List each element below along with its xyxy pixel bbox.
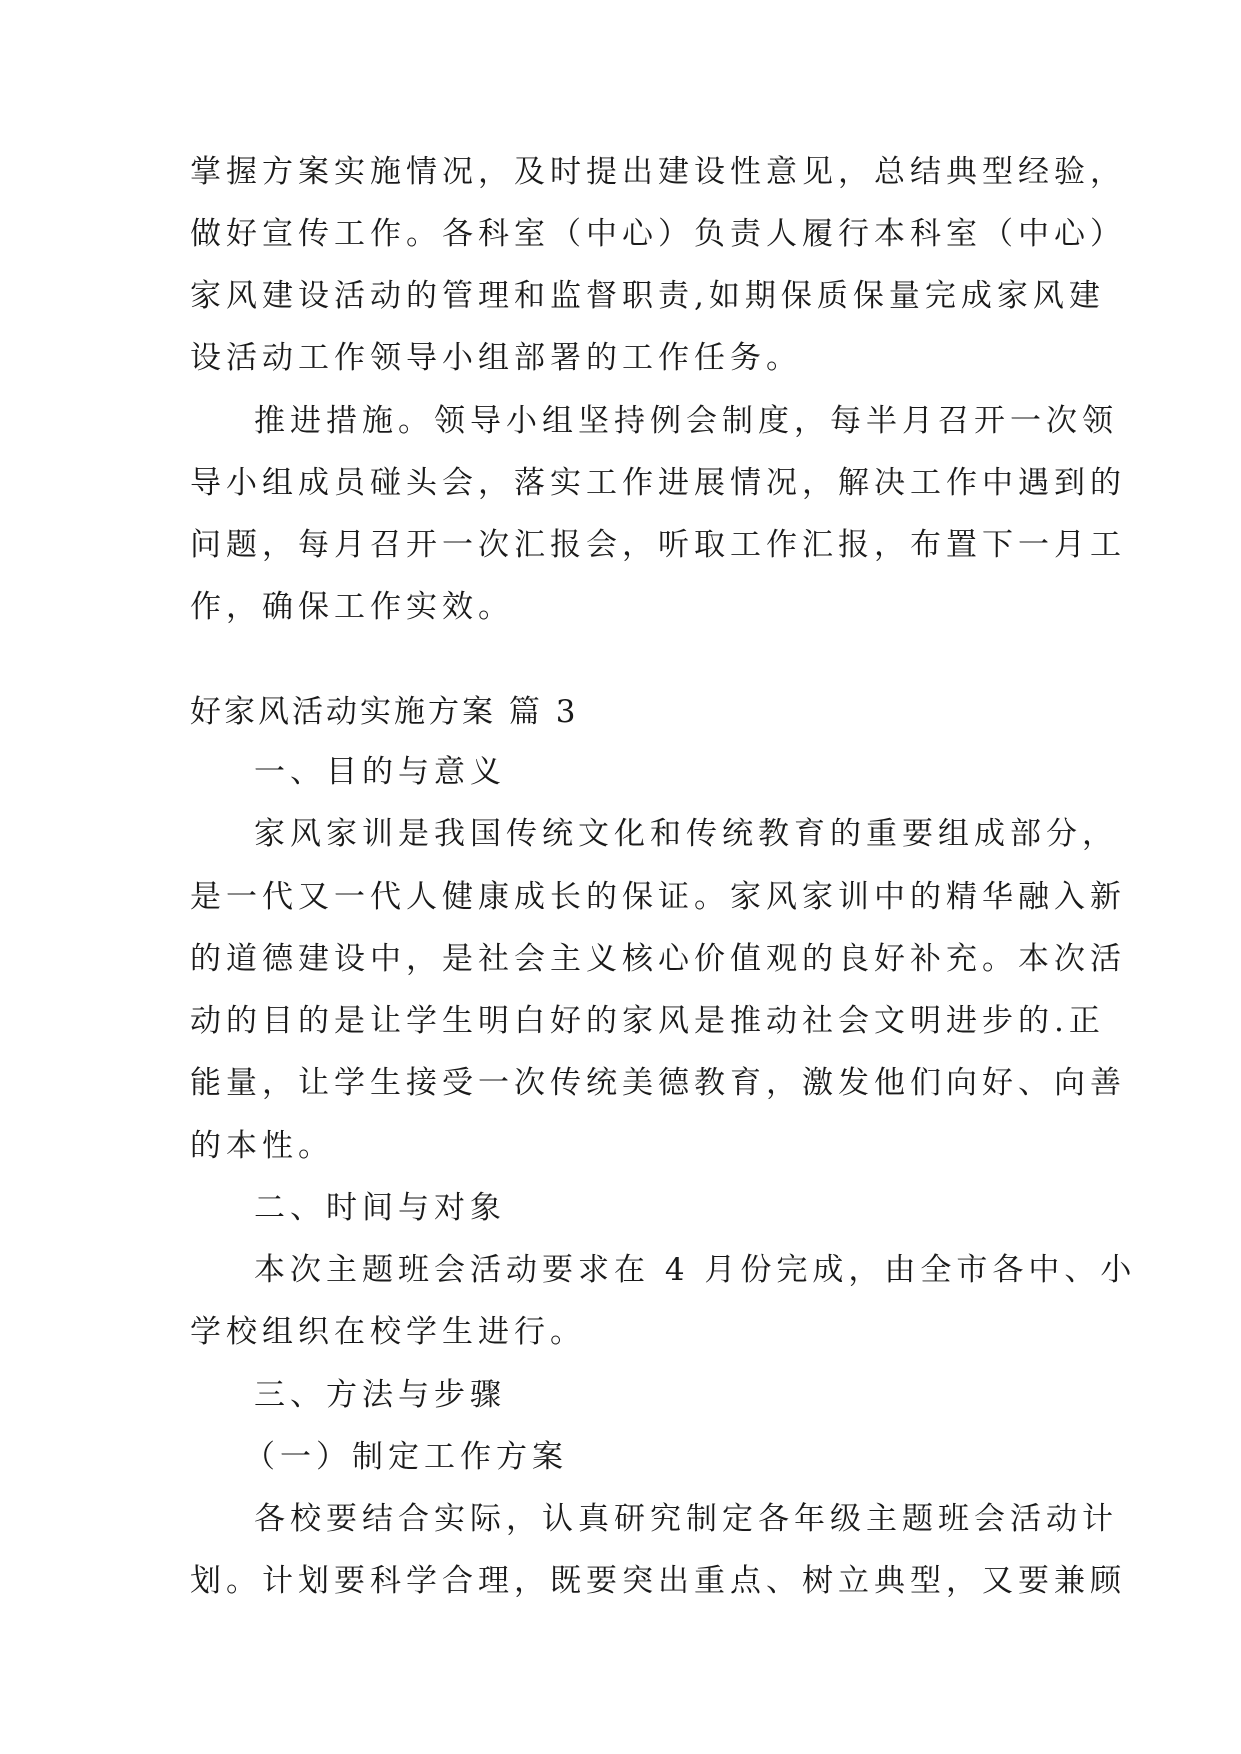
body-line: 划。计划要科学合理，既要突出重点、树立典型，又要兼顾 (190, 1563, 1126, 1599)
body-line: 家风建设活动的管理和监督职责,如期保质保量完成家风建 (190, 278, 1105, 314)
paragraph-first-line: 家风家训是我国传统文化和传统教育的重要组成部分， (254, 816, 1118, 852)
section-heading: 二、时间与对象 (254, 1190, 506, 1226)
body-line: 问题，每月召开一次汇报会，听取工作汇报，布置下一月工 (190, 527, 1126, 563)
section-heading: 三、方法与步骤 (254, 1377, 506, 1413)
body-line: 设活动工作领导小组部署的工作任务。 (190, 340, 802, 376)
body-line: 能量，让学生接受一次传统美德教育，激发他们向好、向善 (190, 1065, 1126, 1101)
section-title: 好家风活动实施方案 篇 3 (190, 694, 579, 730)
body-line: 的本性。 (190, 1128, 334, 1164)
body-line: 做好宣传工作。各科室（中心）负责人履行本科室（中心） (190, 216, 1126, 252)
paragraph-first-line: 各校要结合实际，认真研究制定各年级主题班会活动计 (254, 1501, 1118, 1537)
body-line: 动的目的是让学生明白好的家风是推动社会文明进步的.正 (190, 1003, 1105, 1039)
subsection-heading: （一）制定工作方案 (244, 1439, 568, 1475)
section-heading: 一、目的与意义 (254, 754, 506, 790)
body-line: 导小组成员碰头会，落实工作进展情况，解决工作中遇到的 (190, 465, 1126, 501)
body-line: 作，确保工作实效。 (190, 589, 514, 625)
body-line: 掌握方案实施情况，及时提出建设性意见，总结典型经验， (190, 154, 1126, 190)
body-line: 的道德建设中，是社会主义核心价值观的良好补充。本次活 (190, 941, 1126, 977)
body-line: 是一代又一代人健康成长的保证。家风家训中的精华融入新 (190, 879, 1126, 915)
paragraph-first-line: 本次主题班会活动要求在 4 月份完成，由全市各中、小 (254, 1252, 1137, 1288)
paragraph-first-line: 推进措施。领导小组坚持例会制度，每半月召开一次领 (254, 403, 1118, 439)
body-line: 学校组织在校学生进行。 (190, 1314, 586, 1350)
